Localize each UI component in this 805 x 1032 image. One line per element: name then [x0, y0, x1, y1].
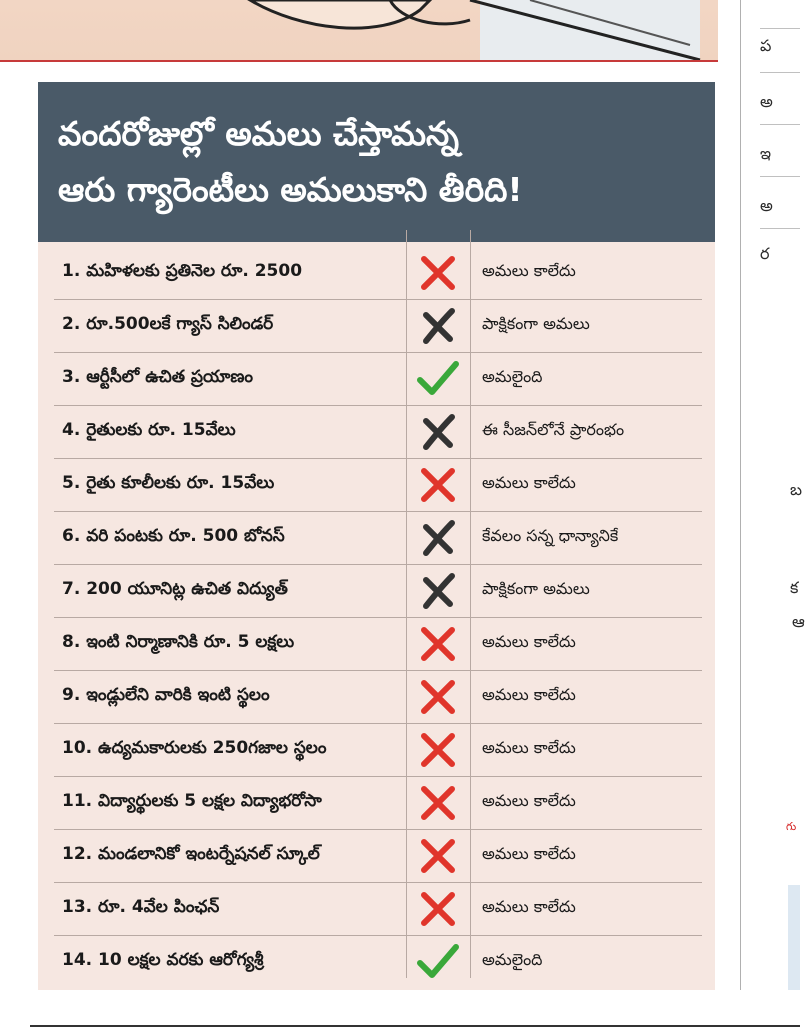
- divider: [760, 72, 800, 73]
- guarantee-item: 9. ఇండ్లులేని వారికి ఇంటి స్థలం: [62, 684, 270, 705]
- status-text: పాక్షికంగా అమలు: [482, 314, 590, 333]
- guarantee-item: 10. ఉద్యమకారులకు 250గజాల స్థలం: [62, 737, 327, 758]
- column-rule: [740, 0, 741, 990]
- check-icon: [406, 360, 470, 398]
- text-fragment: గు: [786, 820, 797, 833]
- guarantee-item: 7. 200 యూనిట్ల ఉచిత విద్యుత్: [62, 578, 288, 599]
- guarantee-item: 3. ఆర్టీసీలో ఉచిత ప్రయాణం: [62, 366, 253, 387]
- partial-check-icon: [406, 572, 470, 610]
- status-text: అమలైంది: [482, 950, 543, 969]
- status-text: అమలు కాలేదు: [482, 897, 576, 916]
- partial-check-icon: [406, 307, 470, 345]
- cross-icon: [406, 678, 470, 716]
- guarantee-item: 6. వరి పంటకు రూ. 500 బోనస్: [62, 525, 285, 546]
- status-text: అమలు కాలేదు: [482, 791, 576, 810]
- table-row: [38, 776, 715, 829]
- status-text: అమలు కాలేదు: [482, 473, 576, 492]
- sidebar-box: [788, 885, 800, 990]
- top-rule: [0, 60, 718, 62]
- column-divider: [470, 230, 471, 978]
- table-row: [38, 405, 715, 458]
- table-row: [38, 458, 715, 511]
- top-illustration: [0, 0, 718, 62]
- guarantee-item: 12. మండలానికో ఇంటర్నేషనల్ స్కూల్: [62, 843, 320, 864]
- guarantee-item: 13. రూ. 4వేల పింఛన్: [62, 896, 220, 917]
- table-row: [38, 617, 715, 670]
- check-icon: [406, 943, 470, 981]
- status-text: పాక్షికంగా అమలు: [482, 579, 590, 598]
- cross-icon: [406, 254, 470, 292]
- partial-check-icon: [406, 413, 470, 451]
- divider: [760, 124, 800, 125]
- status-text: ఈ సీజన్‌లోనే ప్రారంభం: [482, 420, 625, 439]
- table-row: [38, 723, 715, 776]
- text-fragment: ఇ: [760, 144, 772, 163]
- status-text: అమలు కాలేదు: [482, 738, 576, 757]
- hand-illustration: [0, 0, 718, 62]
- table-row: [38, 511, 715, 564]
- text-fragment: అ: [760, 92, 773, 111]
- bottom-rule: [30, 1025, 800, 1027]
- text-fragment: అ: [760, 196, 773, 215]
- headline-line-1: వందరోజుల్లో అమలు చేస్తామన్న: [58, 114, 459, 153]
- guarantee-item: 8. ఇంటి నిర్మాణానికి రూ. 5 లక్షలు: [62, 631, 295, 652]
- text-fragment: బ: [790, 480, 803, 499]
- text-fragment: ప: [760, 36, 772, 55]
- guarantee-item: 5. రైతు కూలీలకు రూ. 15వేలు: [62, 472, 275, 493]
- table-row: [38, 882, 715, 935]
- table-row: [38, 352, 715, 405]
- text-fragment: ర: [760, 244, 770, 263]
- headline-line-2: ఆరు గ్యారెంటీలు అమలుకాని తీరిది!: [58, 170, 523, 209]
- status-text: అమలైంది: [482, 367, 543, 386]
- table-row: [38, 246, 715, 299]
- guarantee-item: 11. విద్యార్థులకు 5 లక్షల విద్యాభరోసా: [62, 790, 322, 811]
- cross-icon: [406, 784, 470, 822]
- cross-icon: [406, 837, 470, 875]
- table-row: [38, 564, 715, 617]
- status-text: అమలు కాలేదు: [482, 632, 576, 651]
- guarantee-item: 1. మహిళలకు ప్రతినెల రూ. 2500: [62, 260, 303, 281]
- guarantee-item: 14. 10 లక్షల వరకు ఆరోగ్యశ్రీ: [62, 949, 264, 970]
- text-fragment: క: [790, 578, 799, 597]
- status-text: అమలు కాలేదు: [482, 685, 576, 704]
- cross-icon: [406, 625, 470, 663]
- divider: [760, 228, 800, 229]
- cross-icon: [406, 731, 470, 769]
- adjacent-column: [760, 0, 805, 1032]
- cross-icon: [406, 466, 470, 504]
- partial-check-icon: [406, 519, 470, 557]
- cross-icon: [406, 890, 470, 928]
- table-row: [38, 299, 715, 352]
- column-divider: [406, 230, 407, 978]
- divider: [760, 176, 800, 177]
- guarantee-item: 4. రైతులకు రూ. 15వేలు: [62, 419, 236, 440]
- status-text: అమలు కాలేదు: [482, 261, 576, 280]
- table-row: [38, 935, 715, 988]
- table-row: [38, 829, 715, 882]
- headline-banner: [38, 82, 715, 242]
- text-fragment: ఆ: [792, 612, 805, 631]
- status-text: అమలు కాలేదు: [482, 844, 576, 863]
- guarantees-table: [38, 242, 715, 990]
- divider: [760, 28, 800, 29]
- table-row: [38, 670, 715, 723]
- status-text: కేవలం సన్న ధాన్యానికే: [482, 526, 619, 545]
- guarantee-item: 2. రూ.500లకే గ్యాస్ సిలిండర్: [62, 313, 274, 334]
